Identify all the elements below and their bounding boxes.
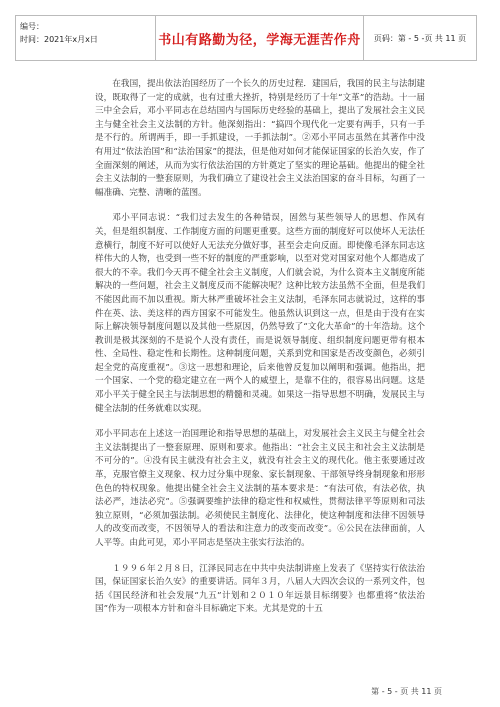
- paragraph-3: 邓小平同志在上述这一治国理论和指导思想的基础上，对发展社会主义民主与健全社会主义法制提出了一整套原理、原则和要求。他指出：“社会主义民主和社会主义法制是不可分的”。④没有民主就没有社会主义，就没有社会主义的现代化。他主张要通过改革，克服官僚主义现象、权力过分集中现象、家长制现象、干部领导终身制现象和形形色色的特权现象。他提出健全社会主义法制的基本要求是：“有法可依，有法必依，执法必严，违法必究”。⑤强调要维护法律的稳定性和权威性，贯彻法律平等原则和司法独立原则，“必须加强法制。必须使民主制度化、法律化，使这种制度和法律不因领导人的改变而改变，不因领导人的看法和注意力的改变而改变”。⑥公民在法律面前，人人平等。由此可见，邓小平同志是坚决主张实行法治的。: [95, 429, 425, 548]
- header-page-info: 页码：第 - 5 -页 共 11 页: [373, 33, 467, 43]
- paragraph-1: 在我国，提出依法治国经历了一个长久的历史过程．建国后，我国的民主与法制建设，既取得了一定的成就，也有过重大挫折，特别是经历了十年“文革”的浩劫。十一届三中全会后，邓小平同志在总结国内与国际历史经验的基础上，提出了发展社会主义民主与健全社会主义法制的方针。他深刻指出：“搞四个现代化一定要有两手，只有一手是不行的。所谓两手，即一手抓建设，一手抓法制”。②邓小平同志虽然在其著作中没有用过“依法治国”和“法治国家”的提法，但是他对如何才能保证国家的长治久安，作了全面深刻的阐述，从而为实行依法治国的方针奠定了坚实的理论基础。他提出的健全社会主义法制的一整套原则，为我们确立了建设社会主义法治国家的奋斗目标，勾画了一幅准确、完整、清晰的蓝图。: [95, 79, 425, 198]
- document-body: [95, 78, 425, 629]
- header-motto: 书山有路勤为径，学海无涯苦作舟: [158, 32, 361, 48]
- time-label: 时间：2021年x月x日: [20, 35, 98, 44]
- number-label: 编号：: [20, 22, 44, 31]
- header-page-info-cell: [364, 16, 476, 60]
- page-footer: [371, 686, 442, 697]
- paragraph-2: 邓小平同志说：“我们过去发生的各种错误，固然与某些领导人的思想、作风有关，但是组织制度、工作制度方面的问题更重要。这些方面的制度好可以使坏人无法任意横行，制度不好可以使好人无法充分做好事，甚至会走向反面。即使像毛泽东同志这样伟大的人物，也受到一些不好的制度的严重影响，以至对党对国家对他个人都造成了很大的不幸。我们今天再不健全社会主义制度，人们就会说，为什么资本主义制度所能解决的一些问题，社会主义制度反而不能解决呢？这种比较方法虽然不全面，但是我们不能因此而不加以重视。斯大林严重破坏社会主义法制，毛泽东同志就说过，这样的事件在英、法、美这样的西方国家不可能发生。他虽然认识到这一点，但是由于没有在实际上解决领导制度问题以及其他一些原因，仍然导致了“文化大革命”的十年浩劫。这个教训是极其深刻的不是说个人没有责任，而是说领导制度、组织制度问题更带有根本性、全局性、稳定性和长期性。这种制度问题，关系到党和国家是否改变颜色，必须引起全党的高度重视”。③这一思想和理论，后来他曾反复加以阐明和强调。他指出，把一个国家、一个党的稳定建立在一两个人的威望上，是靠不住的，很容易出问题。这是邓小平关于健全民主与法制思想的精髓和灵魂。如果这一指导思想不明确，发展民主与健全法制的任务就难以实现。: [95, 213, 425, 414]
- header-motto-cell: [156, 16, 364, 60]
- footer-page-info: 第 - 5 - 页 共 11 页: [371, 687, 442, 696]
- header-meta: [16, 16, 156, 60]
- paragraph-4: １９９６年２月８日，江泽民同志在中共中央法制讲座上发表了《坚持实行依法治国，保证国家长治久安》的重要讲话。同年３月，八届人大四次会议的一系列文件，包括《国民经济和社会发展“九五”计划和２０１０年远景目标纲要》也都重将“依法治国”作为一项根本方针和奋斗目标确定下来。尤其是党的十五: [95, 563, 425, 615]
- page-header: [15, 15, 477, 61]
